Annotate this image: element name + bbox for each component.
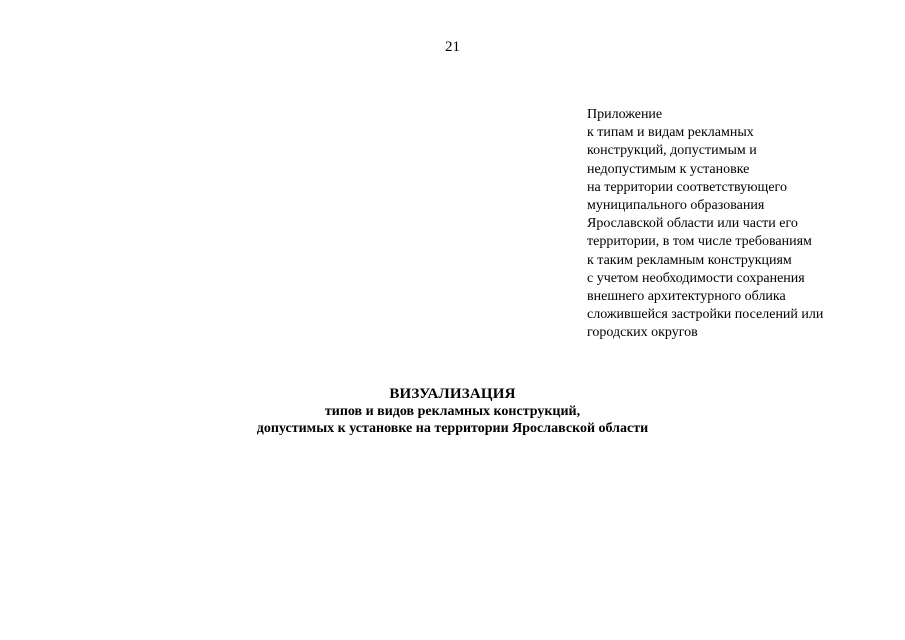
appendix-line: на территории соответствующего (587, 179, 787, 195)
appendix-line: сложившейся застройки поселений или (587, 307, 824, 323)
appendix-line: Приложение (587, 107, 663, 122)
appendix-line: конструкций, допустимым и (587, 143, 757, 159)
appendix-line: к типам и видам рекламных (587, 125, 754, 141)
appendix-heading (587, 106, 887, 343)
title-main: ВИЗУАЛИЗАЦИЯ (389, 386, 516, 402)
appendix-line: внешнего архитектурного облика (587, 289, 786, 305)
appendix-line: территории, в том числе требованиям (587, 234, 812, 250)
appendix-line: городских округов (587, 325, 698, 341)
title-subtitle-line: допустимых к установке на территории Ярославской области (256, 421, 649, 436)
page-number: 21 (445, 39, 460, 55)
title-subtitle-line: типов и видов рекламных конструкций, (324, 404, 581, 419)
document-title (0, 385, 905, 437)
appendix-line: с учетом необходимости сохранения (587, 270, 805, 286)
appendix-line: муниципального образования (587, 198, 765, 214)
appendix-line: недопустимым к установке (587, 161, 750, 177)
appendix-line: к таким рекламным конструкциям (587, 252, 792, 268)
appendix-line: Ярославской области или части его (587, 216, 798, 232)
